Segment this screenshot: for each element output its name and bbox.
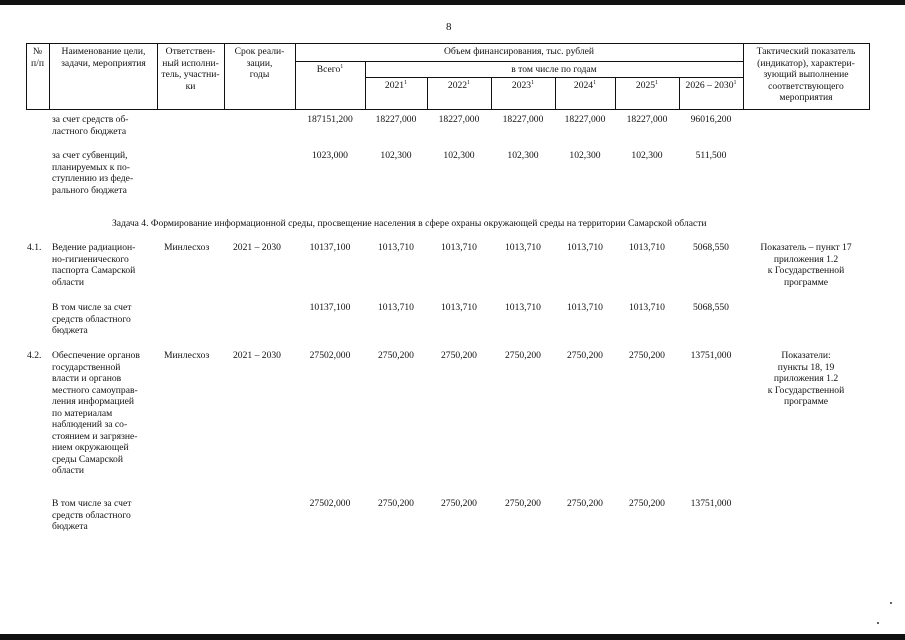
cell-total: 187151,200 bbox=[307, 114, 353, 125]
cell-2021: 2750,200 bbox=[378, 498, 414, 509]
header-by-years: в том числе по годам bbox=[511, 64, 597, 75]
header-year-2021: 2021$^1$ bbox=[384, 79, 408, 91]
header-total: Всего$^1$ bbox=[316, 63, 344, 75]
row-name: за счет средств об- ластного бюджета bbox=[52, 114, 129, 137]
cell-total: 10137,100 bbox=[309, 242, 351, 253]
cell-2025: 1013,710 bbox=[629, 242, 665, 253]
cell-2021: 2750,200 bbox=[378, 350, 414, 361]
header-term: Срок реали- зации, годы bbox=[234, 46, 285, 80]
header-year-2023: 2023$^1$ bbox=[511, 79, 535, 91]
row-name: В том числе за счет средств областного бюджета bbox=[52, 498, 132, 532]
header-name: Наименование цели, задачи, мероприятия bbox=[61, 46, 146, 69]
header-funding: Объем финансирования, тыс. рублей bbox=[443, 46, 595, 57]
cell-2021: 1013,710 bbox=[378, 302, 414, 313]
col-border bbox=[49, 43, 50, 110]
header-num: № п/п bbox=[31, 46, 44, 69]
header-year-2025: 2025$^1$ bbox=[635, 79, 659, 91]
cell-2022: 2750,200 bbox=[441, 498, 477, 509]
header-year-2022: 2022$^1$ bbox=[447, 79, 471, 91]
header-indicator: Тактический показатель (индикатор), характери- зующий выполнение соответствующего мероприятия bbox=[756, 46, 856, 103]
cell-2023: 18227,000 bbox=[502, 114, 544, 125]
cell-2026-2030: 511,500 bbox=[695, 150, 727, 161]
cell-2021: 18227,000 bbox=[375, 114, 417, 125]
page-number: 8 bbox=[446, 21, 452, 33]
cell-2026-2030: 96016,200 bbox=[690, 114, 732, 125]
header-year-2024: 2024$^1$ bbox=[573, 79, 597, 91]
cell-2022: 1013,710 bbox=[441, 302, 477, 313]
cell-2022: 2750,200 bbox=[441, 350, 477, 361]
cell-2026-2030: 13751,000 bbox=[690, 498, 732, 509]
cell-2021: 1013,710 bbox=[378, 242, 414, 253]
cell-2026-2030: 5068,550 bbox=[693, 242, 729, 253]
cell-2024: 2750,200 bbox=[567, 498, 603, 509]
cell-total: 1023,000 bbox=[312, 150, 348, 161]
cell-2025: 18227,000 bbox=[626, 114, 668, 125]
cell-2022: 102,300 bbox=[443, 150, 475, 161]
task-heading: Задача 4. Формирование информационной среды, просвещение населения в сфере охраны окружающей среды на территории Самарской области bbox=[112, 218, 707, 229]
scan-speck bbox=[890, 602, 892, 604]
scan-speck bbox=[877, 622, 879, 624]
cell-indicator: Показатель – пункт 17 приложения 1.2 к Государственной программе bbox=[760, 242, 852, 288]
cell-2025: 1013,710 bbox=[629, 302, 665, 313]
row-name: за счет субвенций, планируемых к по- ступлению из феде- рального бюджета bbox=[52, 150, 134, 196]
funding-header-divider bbox=[295, 61, 743, 62]
scan-top-edge bbox=[0, 0, 905, 5]
cell-2024: 2750,200 bbox=[567, 350, 603, 361]
cell-term: 2021 – 2030 bbox=[233, 350, 281, 361]
col-border bbox=[869, 43, 870, 110]
header-year-2026-2030: 2026 – 2030$^1$ bbox=[685, 79, 737, 91]
cell-total: 27502,000 bbox=[309, 498, 351, 509]
cell-total: 10137,100 bbox=[309, 302, 351, 313]
cell-term: 2021 – 2030 bbox=[233, 242, 281, 253]
cell-2026-2030: 5068,550 bbox=[693, 302, 729, 313]
cell-2023: 102,300 bbox=[507, 150, 539, 161]
cell-2024: 1013,710 bbox=[567, 242, 603, 253]
cell-responsible: Минлесхоз bbox=[164, 350, 210, 361]
cell-2025: 2750,200 bbox=[629, 350, 665, 361]
cell-2023: 2750,200 bbox=[505, 498, 541, 509]
cell-2023: 1013,710 bbox=[505, 242, 541, 253]
cell-2022: 18227,000 bbox=[438, 114, 480, 125]
cell-2021: 102,300 bbox=[380, 150, 412, 161]
cell-2024: 102,300 bbox=[569, 150, 601, 161]
row-name: В том числе за счет средств областного бюджета bbox=[52, 302, 132, 336]
cell-total: 27502,000 bbox=[309, 350, 351, 361]
cell-2025: 2750,200 bbox=[629, 498, 665, 509]
cell-indicator: Показатели: пункты 18, 19 приложения 1.2 к Государственной программе bbox=[767, 350, 845, 407]
item-number: 4.2. bbox=[27, 350, 42, 361]
row-name: Обеспечение органов государственной власти и органов местного самоуправ- ления информацией по материалам наблюдений за со- стоянием и загрязне- нием окружающей среды Самарской области bbox=[52, 350, 140, 476]
cell-responsible: Минлесхоз bbox=[164, 242, 210, 253]
header-responsible: Ответствен- ный исполни- тель, участни- ки bbox=[161, 46, 220, 92]
cell-2024: 1013,710 bbox=[567, 302, 603, 313]
cell-2022: 1013,710 bbox=[441, 242, 477, 253]
cell-2026-2030: 13751,000 bbox=[690, 350, 732, 361]
cell-2023: 1013,710 bbox=[505, 302, 541, 313]
item-number: 4.1. bbox=[27, 242, 42, 253]
cell-2023: 2750,200 bbox=[505, 350, 541, 361]
cell-2024: 18227,000 bbox=[564, 114, 606, 125]
cell-2025: 102,300 bbox=[631, 150, 663, 161]
row-name: Ведение радиацион- но-гигиенического паспорта Самарской области bbox=[52, 242, 136, 288]
scan-bottom-edge bbox=[0, 634, 905, 640]
years-header-divider bbox=[365, 77, 743, 78]
